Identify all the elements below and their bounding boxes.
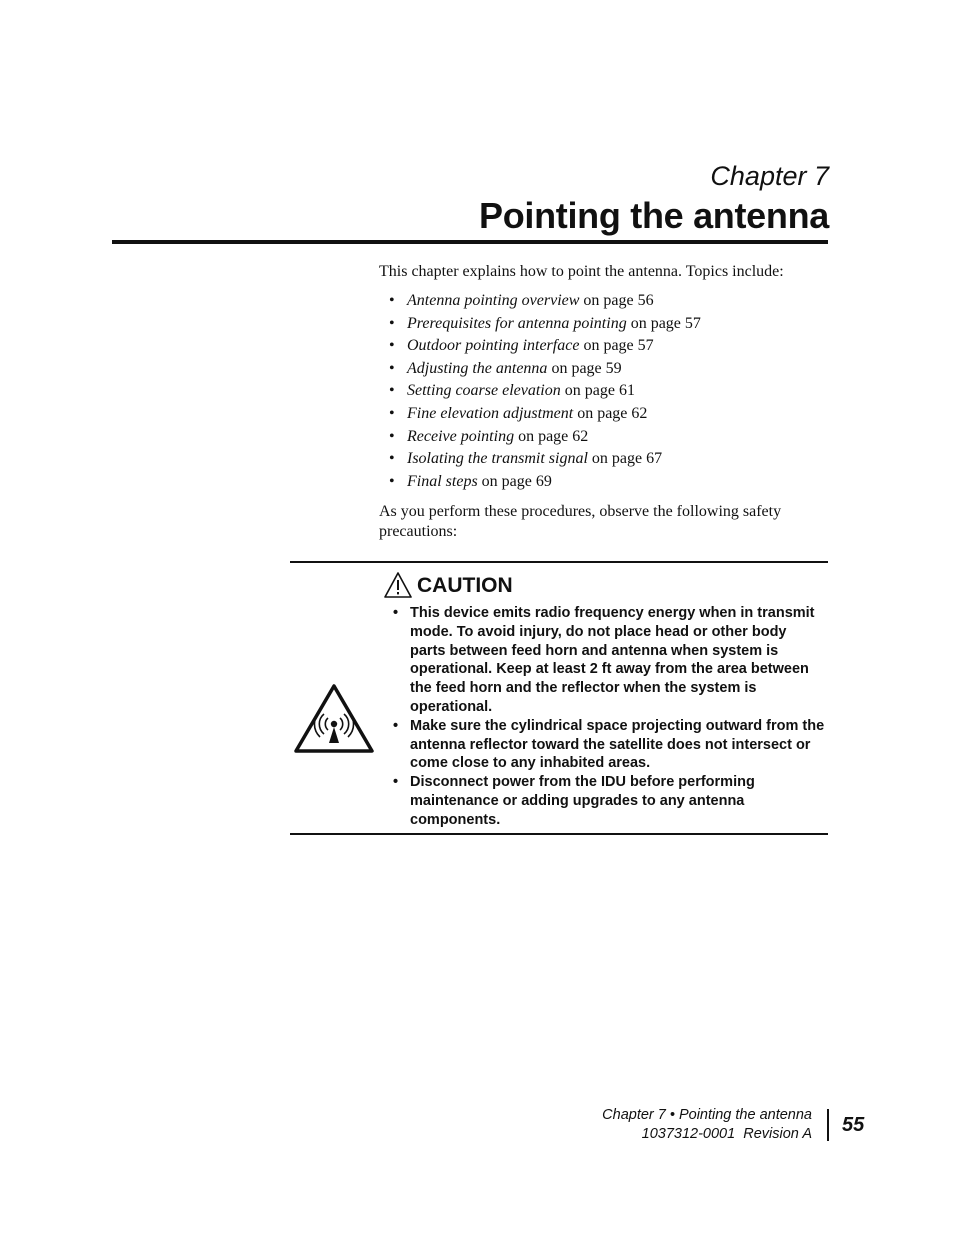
topics-list (389, 290, 829, 493)
topic-title: Prerequisites for antenna pointing (407, 314, 627, 332)
topic-item (389, 471, 829, 494)
caution-heading (384, 571, 513, 599)
topic-title: Antenna pointing overview (407, 292, 580, 309)
topic-item (389, 313, 829, 336)
topic-item (389, 358, 829, 381)
caution-item: • Make sure the cylindrical space projecting outward from the antenna reflector toward the satellite does not intersect or come close to any inhabited areas. (393, 717, 825, 773)
topic-title: Outdoor pointing interface (407, 337, 580, 355)
chapter-label: Chapter 7 (710, 161, 829, 191)
caution-list (393, 604, 825, 830)
title-rule (112, 240, 828, 244)
caution-item: • This device emits radio frequency energy when in transmit mode. To avoid injury, do not place head or other body parts between feed horn and antenna when system is operational. Keep at least 2 ft away from the area between the feed horn and the reflector when the system is operational. (393, 604, 825, 717)
topic-page-ref: on page 62 (514, 427, 589, 445)
caution-item: • Disconnect power from the IDU before performing maintenance or adding upgrades to any antenna components. (393, 773, 825, 829)
caution-rule-bottom (290, 833, 828, 835)
topic-title: Isolating the transmit signal (407, 450, 588, 468)
footer-chapter-line: Chapter 7 • Pointing the antenna (602, 1107, 812, 1123)
footer-revision-line: 1037312-0001 Revision A (641, 1126, 812, 1142)
topic-page-ref: on page 69 (477, 472, 552, 490)
footer-divider (827, 1109, 829, 1141)
topic-title: Adjusting the antenna (407, 359, 548, 377)
topic-item (389, 335, 829, 358)
topic-item (389, 380, 829, 403)
topic-title: Setting coarse elevation (407, 382, 561, 400)
topic-page-ref: on page 57 (626, 314, 701, 332)
precautions-paragraph: As you perform these procedures, observe the following safety precautions: (379, 503, 782, 540)
topic-item (389, 448, 829, 471)
topic-item (389, 426, 829, 449)
warning-triangle-icon (384, 571, 412, 599)
topic-page-ref: on page 59 (547, 359, 622, 377)
topic-page-ref: on page 67 (587, 450, 663, 468)
page-footer (602, 1106, 812, 1144)
topic-page-ref: on page 56 (579, 292, 654, 309)
caution-rule-top (290, 561, 828, 563)
topic-title: Fine elevation adjustment (407, 404, 574, 422)
chapter-title: Pointing the antenna (479, 195, 829, 236)
topic-title: Receive pointing (407, 427, 515, 445)
page-number: 55 (842, 1114, 865, 1136)
topic-page-ref: on page 57 (579, 337, 654, 355)
topic-page-ref: on page 62 (573, 404, 648, 422)
intro-paragraph: This chapter explains how to point the antenna. Topics include: (379, 263, 784, 280)
topic-item (389, 403, 829, 426)
caution-title: CAUTION (417, 574, 513, 597)
topic-page-ref: on page 61 (560, 382, 635, 400)
topic-title: Final steps (407, 472, 478, 490)
radio-frequency-hazard-icon (293, 683, 375, 755)
topic-item (389, 290, 829, 313)
